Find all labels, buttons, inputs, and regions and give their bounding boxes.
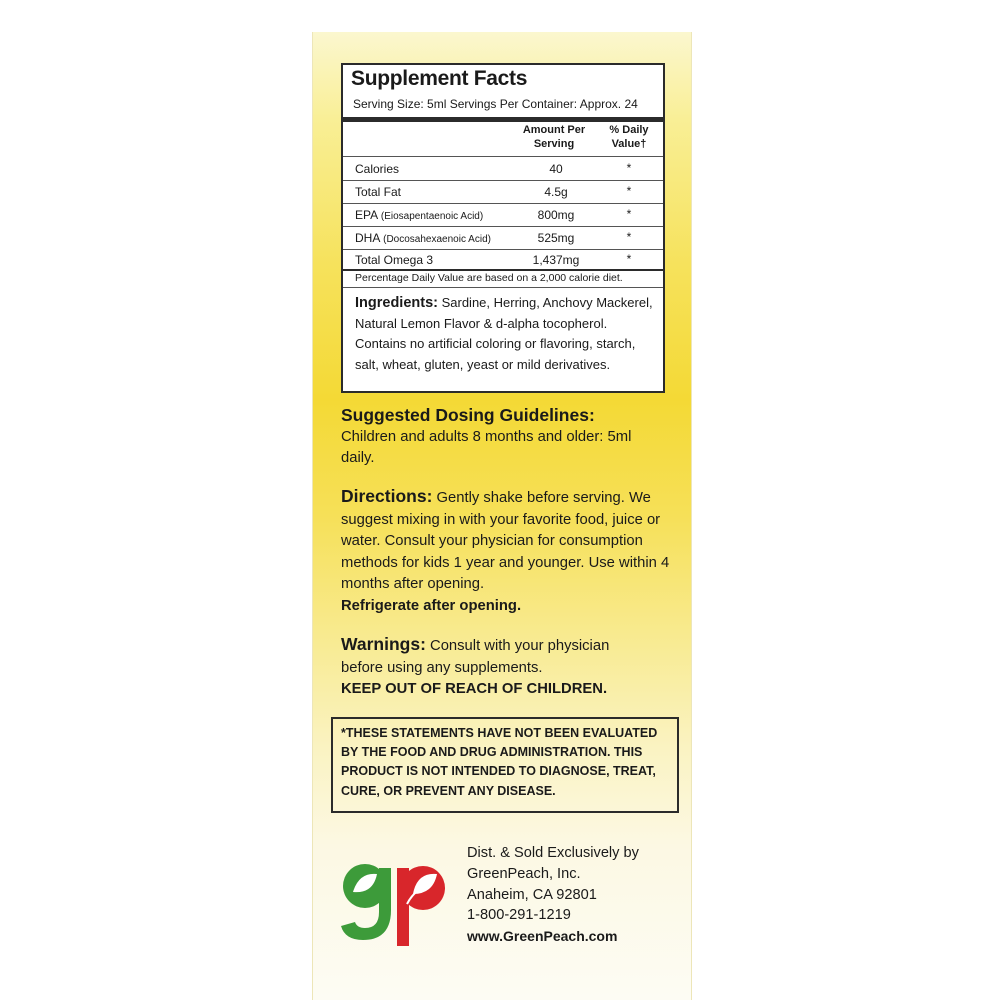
daily-value-footnote: Percentage Daily Value are based on a 2,000 calorie diet. xyxy=(355,272,623,284)
nutrient-row xyxy=(343,181,663,203)
dosing-text: Children and adults 8 months and older: 5ml daily. xyxy=(341,428,632,466)
nutrient-daily-value: * xyxy=(626,161,632,175)
distributor-line-1: Dist. & Sold Exclusively by xyxy=(467,845,639,861)
distributor-name: GreenPeach, Inc. xyxy=(467,865,581,882)
greenpeach-logo xyxy=(337,848,449,948)
nutrient-daily-value: * xyxy=(626,252,632,266)
distributor-phone: 1-800-291-1219 xyxy=(467,907,571,924)
keep-out-of-reach: KEEP OUT OF REACH OF CHILDREN. xyxy=(341,681,608,697)
distributor-address: Anaheim, CA 92801 xyxy=(467,886,597,903)
facts-divider-header xyxy=(343,156,663,157)
nutrient-name: Total Fat xyxy=(355,185,402,199)
nutrient-amount: 525mg xyxy=(537,231,575,245)
warnings-section xyxy=(341,634,681,701)
nutrient-row xyxy=(343,158,663,180)
warnings-text: Warnings: Consult with your physician before using any supplements. xyxy=(341,634,610,676)
directions-text: Directions: Gently shake before serving. We suggest mixing in with your favorite food, juice or water. Consult your physician for consumption methods for kids 1 year and younger. Use within 4 months after opening. xyxy=(341,486,670,592)
serving-info: Serving Size: 5ml Servings Per Container: Approx. 24 xyxy=(353,97,638,111)
nutrient-name: Total Omega 3 xyxy=(355,253,434,267)
ingredients-label: Ingredients: xyxy=(355,295,438,311)
daily-value-header: % Daily Value† xyxy=(609,124,649,150)
greenpeach-logo-graphic xyxy=(337,848,449,948)
directions-heading: Directions: xyxy=(341,486,433,506)
nutrient-amount: 4.5g xyxy=(544,185,568,199)
facts-divider-bottom xyxy=(343,269,663,271)
nutrient-name: Calories xyxy=(355,162,400,176)
nutrient-daily-value: * xyxy=(626,207,632,221)
dosing-section xyxy=(341,405,681,470)
nutrient-amount: 800mg xyxy=(537,208,575,222)
dosing-heading: Suggested Dosing Guidelines: xyxy=(341,405,595,425)
nutrient-row xyxy=(343,249,663,271)
nutrient-daily-value: * xyxy=(626,184,632,198)
nutrient-amount: 40 xyxy=(549,162,563,176)
distributor-website: www.GreenPeach.com xyxy=(467,928,618,945)
warnings-heading: Warnings: xyxy=(341,634,426,654)
nutrient-row xyxy=(343,227,663,249)
footnote-divider xyxy=(343,287,663,288)
nutrient-amount: 1,437mg xyxy=(532,253,580,267)
amount-per-serving-header: Amount Per Serving xyxy=(522,124,586,150)
nutrient-row xyxy=(343,204,663,226)
nutrient-name: EPA (Eiosapentaenoic Acid) xyxy=(355,208,484,222)
facts-divider-top xyxy=(343,117,663,122)
directions-section xyxy=(341,486,681,617)
ingredients-text: Ingredients: Sardine, Herring, Anchovy Mackerel, Natural Lemon Flavor & d-alpha tocopherol. Contains no artificial coloring or flavoring, starch, salt, wheat, gluten, yeast or mild derivatives. xyxy=(355,295,653,372)
distributor-info xyxy=(467,843,639,947)
supplement-facts-box xyxy=(341,63,665,393)
nutrient-daily-value: * xyxy=(626,230,632,244)
fda-disclaimer: *THESE STATEMENTS HAVE NOT BEEN EVALUATED BY THE FOOD AND DRUG ADMINISTRATION. THIS PRODUCT IS NOT INTENDED TO DIAGNOSE, TREAT, CURE, OR PREVENT ANY DISEASE. xyxy=(331,717,679,813)
facts-title: Supplement Facts xyxy=(351,67,528,90)
nutrient-name: DHA (Docosahexaenoic Acid) xyxy=(355,231,491,245)
refrigerate-note: Refrigerate after opening. xyxy=(341,597,522,614)
